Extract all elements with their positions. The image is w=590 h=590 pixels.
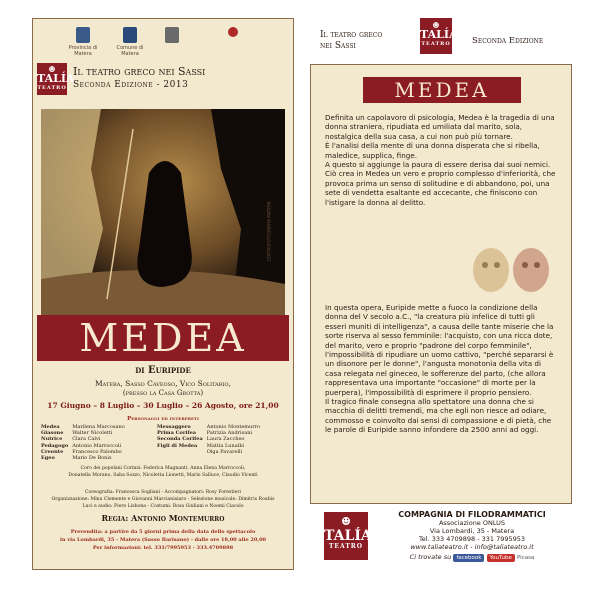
paragraph: Il tragico finale consegna allo spettatore una donna che si macchia di delitti tremendi, ma che egli non riesce ad odiare, commosso e coinvolto dai sensi di compassione e di pietà, che le parole di Euripide sanno infondere da 2500 anni ad oggi. <box>325 397 552 435</box>
paragraph: È l'analisi della mente di una donna disperata che si ribella, maledice, supplica, finge. <box>325 141 540 160</box>
hero-photo <box>41 109 285 317</box>
theatre-mask-icon: ☻ <box>48 64 56 74</box>
photo-credit: CENTROFOTOGRAFIA MATERA <box>266 201 272 262</box>
credits-line-2: Organizzazione: Mina Clemente e Giovanni Marcianisiaro - Selezione musicale: Dimitris Roubis <box>51 497 275 502</box>
leaflet-body <box>310 64 572 504</box>
sponsor-third <box>155 27 189 45</box>
ring-icon <box>228 27 238 37</box>
association: Associazione ONLUS <box>438 519 506 527</box>
show-dates: 17 Giugno – 8 Luglio – 30 Luglio – 26 Agosto, ore 21,00 <box>47 401 279 410</box>
crest-icon <box>123 27 137 43</box>
talia-logo: ☻ TALÍA TEATRO <box>420 18 452 54</box>
company-name: COMPAGNIA DI FILODRAMMATICI <box>398 510 546 519</box>
sponsor-comune: Comune di Matera <box>113 27 147 57</box>
table-row: Pedagogo Antonio Marroccoli <box>41 442 122 449</box>
sponsor-fourth <box>203 27 263 39</box>
presale-line-1: Prevendita: a partire da 5 giorni prima della data dello spettacolo <box>70 529 256 535</box>
leaflet-header-left-2: nei Sassi <box>320 41 356 51</box>
phone: Tel. 333 4709898 - 331 7995953 <box>418 535 526 543</box>
title-banner: MEDEA <box>37 315 289 361</box>
facebook-icon[interactable]: facebook <box>453 554 484 562</box>
leaflet-header-left: Il teatro greco <box>320 30 383 40</box>
theatre-mask-icon: ☻ <box>432 20 440 30</box>
cast-heading: Personaggi ed interpreti <box>127 416 199 422</box>
presale-line-3: Per informazioni: tel. 331/7995953 - 333.4709898 <box>92 545 234 551</box>
cast-table-right <box>155 424 262 455</box>
credits-line-3: Luci e audio: Piero Lisbona - Costumi: Rosa Giuliani e Noemi Ciacolo <box>82 504 244 509</box>
paragraph: Definita un capolavoro di psicologia, Medea è la tragedia di una donna straniera, ripudiata ed umiliata dal marito, sola, nostalgica della sua casa, a cui non può più tornare. <box>325 113 555 141</box>
theatre-mask-icon: ☻ <box>341 515 351 528</box>
poster-panel <box>32 18 294 570</box>
table-row: Figli di Medea Mattia Lunalbi <box>157 442 245 449</box>
cast-table-left <box>39 424 127 461</box>
contact-block <box>372 510 572 562</box>
festival-edition: Seconda Edizione - 2013 <box>73 80 189 90</box>
sponsor-provincia: Provincia di Matera <box>63 27 103 57</box>
table-row: Olga Pavarelli <box>206 448 243 455</box>
web-email[interactable]: www.taliateatro.it - info@taliateatro.it <box>410 543 534 551</box>
venue-note: (presso la Casa Grotta) <box>122 389 204 397</box>
find-us-label: Ci trovate su <box>409 553 452 561</box>
table-row: Giasone Walter Nicoletti <box>41 430 113 437</box>
leaflet-header-right: Seconda Edizione <box>472 36 544 46</box>
table-row: Creonte Francesco Palombo <box>41 448 122 455</box>
venue: Matera, Sasso Caveoso, Vico Solitario, <box>94 379 232 388</box>
picasa-icon[interactable]: Picasa <box>516 555 535 561</box>
youtube-icon[interactable]: YouTube <box>487 554 515 562</box>
presale-line-2: in via Lombardi, 35 - Matera (Sasso Barisano) - dalle ore 18,00 alle 20,00 <box>59 537 267 543</box>
sponsor-logos <box>33 23 293 63</box>
leaflet-title-banner: MEDEA <box>363 77 521 103</box>
chorus-line-1: Coro dei popolani Corinzi: Federica Magnanti, Anna Elena Marroccoli, <box>80 466 246 471</box>
table-row: Seconda Corifea Laura Zaccheo <box>157 436 245 443</box>
synopsis-top <box>325 113 557 207</box>
chorus-line-2: Donatella Morano, Saba Sozzo, Nicoletta Lionetti, Mario Salluce, Claudio Vicenti <box>68 473 258 478</box>
address: Via Lombardi, 35 - Matera <box>429 527 515 535</box>
table-row: Nutrice Clara Calvi <box>41 436 101 443</box>
crest-icon <box>76 27 90 43</box>
festival-title: Il teatro greco nei Sassi <box>73 65 206 78</box>
theatre-masks-illustration <box>461 245 561 295</box>
table-row: Prima Corifea Patrizia Andrisani <box>157 430 253 437</box>
author: di Euripide <box>135 365 191 376</box>
table-row: Messaggero Antonio Montemurro <box>157 424 261 430</box>
monument-icon <box>165 27 179 43</box>
talia-logo: ☻ TALÍA TEATRO <box>37 63 67 95</box>
paragraph: In questa opera, Euripide mette a fuoco la condizione della donna del V secolo a.C., "la creatura più infelice di tutti gli esseri muniti di intelligenza", a causa delle tante miserie che la sorte riserva al sesso femminile: l'acquisto, con una ricca dote, del marito, vero e proprio "padrone del corpo femminile", l'impossibilità di ripudiare un uomo cattivo, "perché separarsi è un disonore per le donne", l'angusta monotonia della vita di casa relegata nel gineceo, le sofferenze del parto, (che allora rappresentava una importante "occasione" di morte per la puerpera), l'impossibilità di esprimere il proprio pensiero. <box>325 303 554 397</box>
leaflet-panel <box>310 18 572 570</box>
table-row: Medea Marilena Marcosano <box>41 424 125 430</box>
table-row: Egeo Mario De Bonis <box>41 455 112 462</box>
synopsis-bottom <box>325 303 557 435</box>
director: Regia: Antonio Montemurro <box>101 513 225 523</box>
social-row <box>372 553 572 562</box>
talia-logo-large: ☻ TALÍA TEATRO <box>324 512 368 560</box>
medea-photo-illustration <box>41 109 285 317</box>
credits-line-1: Coreografia: Francesca Sogliani - Accompagnatori: Rosy Forestieri <box>84 490 242 495</box>
paragraph: A questo si aggiunge la paura di essere derisa dai suoi nemici. Ciò crea in Medea un vero e proprio complesso d'inferiorità, che provoca prima un senso di solitudine e di abbandono, poi, una sete di vendetta esaltante ed accecante, che finiscono con l'istigare la donna al delitto. <box>325 160 556 207</box>
